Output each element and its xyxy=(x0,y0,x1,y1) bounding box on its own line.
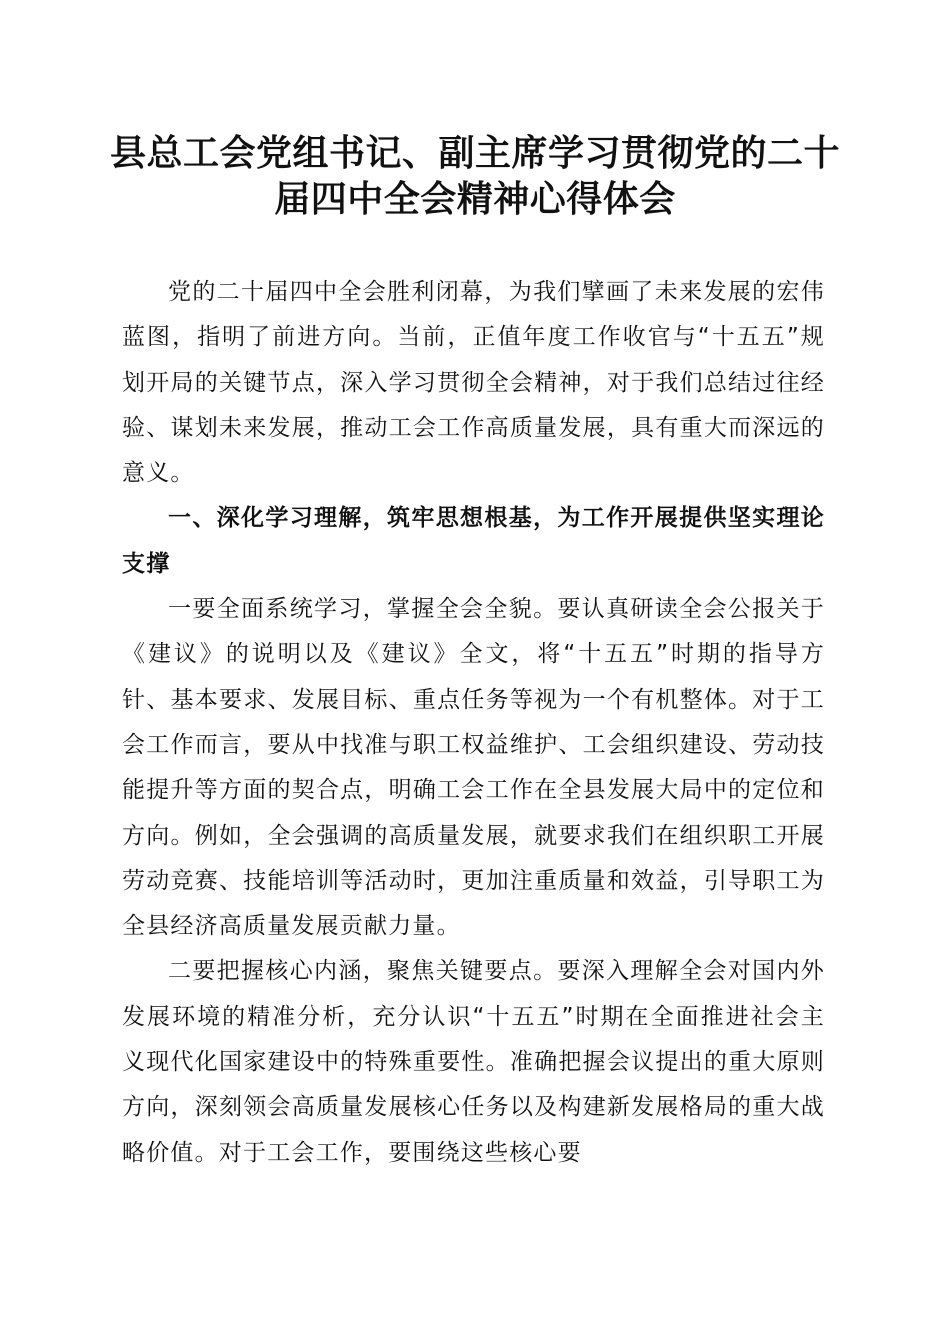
section-1-paragraph-2: 二要把握核心内涵，聚焦关键要点。要深入理解全会对国内外发展环境的精准分析，充分认识“十五五”时期在全面推进社会主义现代化国家建设中的特殊重要性。准确把握会议提出的重大原则方向，深刻领会高质量发展核心任务以及构建新发展格局的重大战略价值。对于工会工作，要围绕这些核心要 xyxy=(122,958,825,1166)
intro-paragraph: 党的二十届四中全会胜利闭幕，为我们擘画了未来发展的宏伟蓝图，指明了前进方向。当前，正值年度工作收官与“十五五”规划开局的关键节点，深入学习贯彻全会精神，对于我们总结过往经验、谋划未来发展，推动工会工作高质量发展，具有重大而深远的意义。 xyxy=(122,279,825,487)
document-title: 县总工会党组书记、副主席学习贯彻党的二十届四中全会精神心得体会 xyxy=(109,132,840,220)
document-body xyxy=(122,270,825,1176)
section-1-heading: 一、深化学习理解，筑牢思想根基，为工作开展提供坚实理论支撑 xyxy=(122,505,825,577)
section-1-paragraph-1: 一要全面系统学习，掌握全会全貌。要认真研读全会公报关于《建议》的说明以及《建议》全文，将“十五五”时期的指导方针、基本要求、发展目标、重点任务等视为一个有机整体。对于工会工作而言，要从中找准与职工权益维护、工会组织建设、劳动技能提升等方面的契合点，明确工会工作在全县发展大局中的定位和方向。例如，全会强调的高质量发展，就要求我们在组织职工开展劳动竞赛、技能培训等活动时，更加注重质量和效益，引导职工为全县经济高质量发展贡献力量。 xyxy=(122,596,825,940)
